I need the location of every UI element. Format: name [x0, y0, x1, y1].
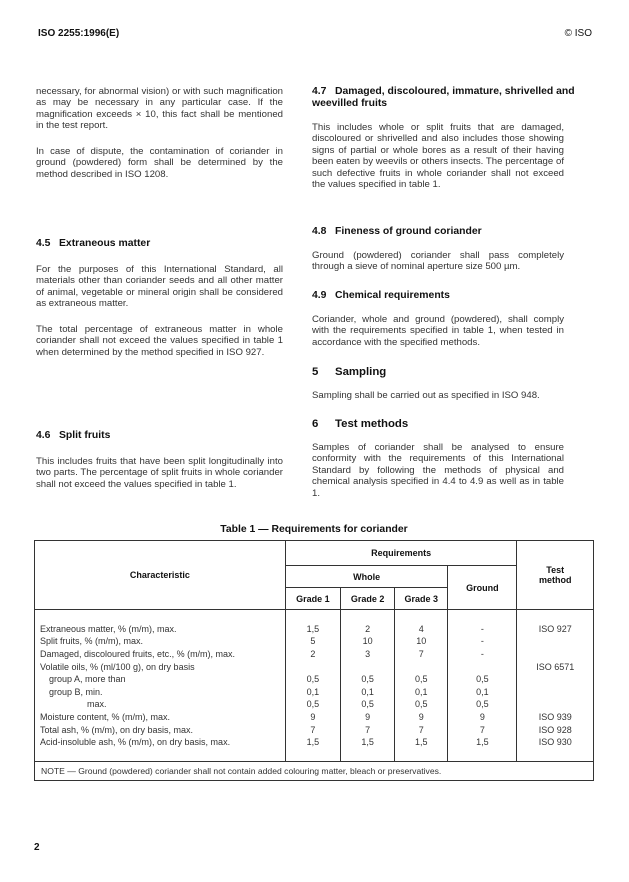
- col-header-grade-2: Grade 2: [341, 588, 395, 610]
- table-row: group B, min. 0,1 0,1 0,1 0,1: [35, 686, 594, 699]
- section-4-6-para-1: This includes fruits that have been split longitudinally into two parts. The percentage of split fruits in whole coriander shall not exceed the values specified in table 1.: [36, 456, 283, 490]
- section-4-8-para-1: Ground (powdered) coriander shall pass completely through a sieve of nominal aperture size 500 µm.: [312, 250, 564, 273]
- table-row: Volatile oils, % (ml/100 g), on dry basis ISO 6571: [35, 660, 594, 673]
- table-row: Acid-insoluble ash, % (m/m), on dry basis, max. 1,5 1,5 1,5 1,5 ISO 930: [35, 736, 594, 749]
- left-intro-para-2: In case of dispute, the contamination of coriander in ground (powdered) form shall be determined by the method described in ISO 1208.: [36, 146, 283, 180]
- table-row: max. 0,5 0,5 0,5 0,5: [35, 698, 594, 711]
- left-intro-para-1: necessary, for abnormal vision) or with such magnification as may be necessary in any particular case. If the magnification exceeds × 10, this fact shall be mentioned in the test report.: [36, 86, 283, 132]
- col-header-grade-1: Grade 1: [285, 588, 340, 610]
- section-6-para-1: Samples of coriander shall be analysed to ensure conformity with the requirements of this International Standard by following the methods of physical and chemical analysis specified in 4.4 to 4.9 as well as in table 1.: [312, 442, 564, 499]
- table-row: Damaged, discoloured fruits, etc., % (m/m), max. 2 3 7 -: [35, 648, 594, 661]
- section-5-para-1: Sampling shall be carried out as specified in ISO 948.: [312, 390, 540, 401]
- copyright-mark: © ISO: [564, 28, 592, 39]
- col-header-whole: Whole: [285, 566, 448, 588]
- section-4-5-heading: 4.5 Extraneous matter: [36, 238, 151, 249]
- section-4-9-heading: 4.9 Chemical requirements: [312, 290, 450, 301]
- col-header-grade-3: Grade 3: [395, 588, 448, 610]
- table-row: Total ash, % (m/m), on dry basis, max. 7 7 7 7 ISO 928: [35, 723, 594, 736]
- table-row: Extraneous matter, % (m/m), max. 1,5 2 4 - ISO 927: [35, 623, 594, 636]
- section-4-5-para-1: For the purposes of this International Standard, all materials other than coriander seeds and all other matter of animal, vegetable or mineral origin shall be considered as extraneous matter.: [36, 264, 283, 310]
- section-4-7-para-1: This includes whole or split fruits that are damaged, discoloured or shrivelled and also includes those showing signs of partial or whole bores as a result of their having been eaten by weevils or others insects. The percentage of such defective fruits in whole coriander shall not exceed the values specified in table 1.: [312, 122, 564, 191]
- section-4-9-para-1: Coriander, whole and ground (powdered), shall comply with the requirements specified in table 1, when tested in accordance with the specified methods.: [312, 314, 564, 348]
- section-4-5-para-2: The total percentage of extraneous matter in whole coriander shall not exceed the values specified in table 1 when determined by the method specified in ISO 927.: [36, 324, 283, 358]
- col-header-requirements: Requirements: [285, 541, 517, 566]
- page-number: 2: [34, 842, 40, 853]
- table-note: NOTE — Ground (powdered) coriander shall not contain added colouring matter, bleach or preservatives.: [35, 762, 594, 781]
- section-4-7-heading: 4.7 Damaged, discoloured, immature, shrivelled and weevilled fruits: [312, 86, 575, 109]
- section-6-heading: 6 Test methods: [312, 418, 409, 430]
- table-row: Split fruits, % (m/m), max. 5 10 10 -: [35, 635, 594, 648]
- col-header-ground: Ground: [448, 566, 517, 610]
- section-4-8-heading: 4.8 Fineness of ground coriander: [312, 226, 482, 237]
- col-header-characteristic: Characteristic: [35, 541, 286, 610]
- table-row: Moisture content, % (m/m), max. 9 9 9 9 ISO 939: [35, 711, 594, 724]
- document-id: ISO 2255:1996(E): [38, 28, 120, 39]
- table-title: Table 1 — Requirements for coriander: [220, 524, 408, 535]
- section-4-6-heading: 4.6 Split fruits: [36, 430, 111, 441]
- section-5-heading: 5 Sampling: [312, 366, 387, 378]
- table-note-row: [35, 762, 594, 781]
- table-row: group A, more than 0,5 0,5 0,5 0,5: [35, 673, 594, 686]
- col-header-test-method: Test method: [517, 541, 594, 610]
- requirements-table: [34, 540, 594, 781]
